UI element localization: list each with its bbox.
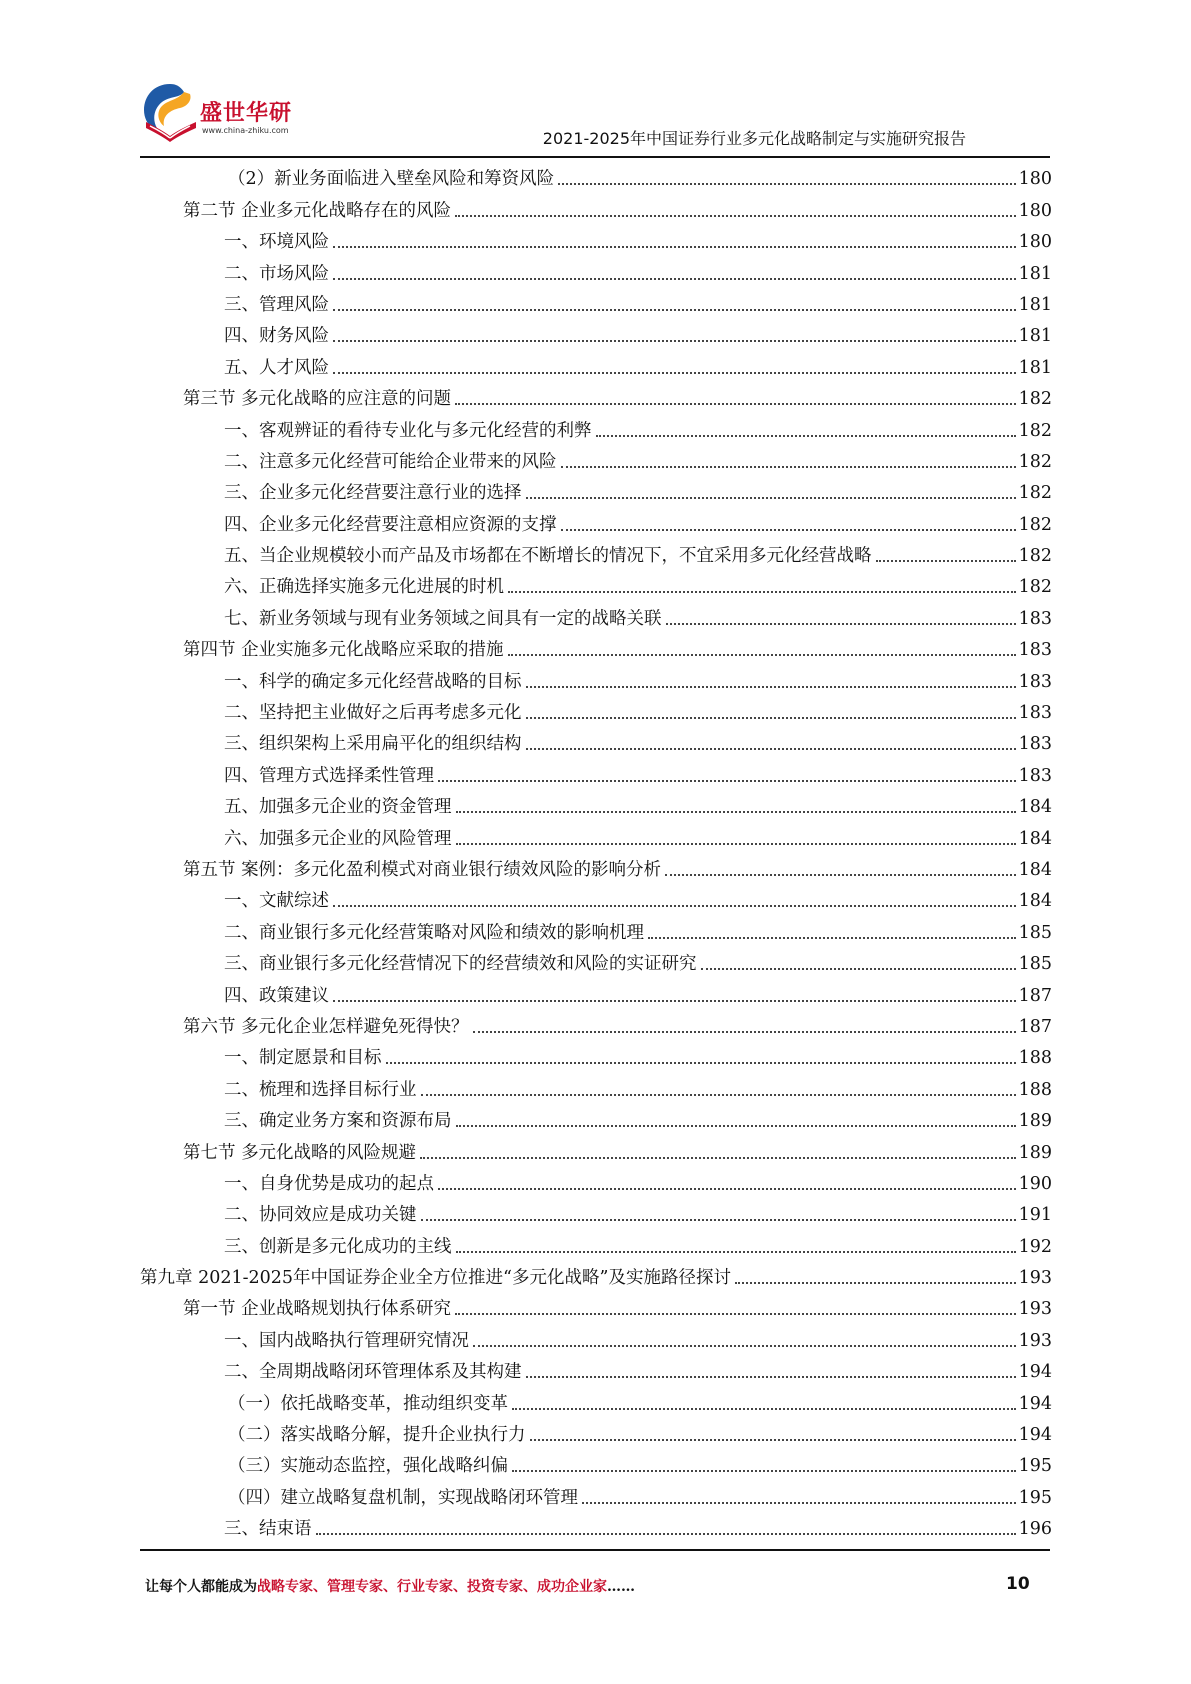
toc-entry[interactable] — [140, 1384, 1052, 1415]
toc-entry-page: 193 — [1018, 1299, 1052, 1320]
toc-entry[interactable] — [140, 725, 1052, 756]
toc-entry-label: 一、国内战略执行管理研究情况 — [224, 1330, 469, 1351]
toc-entry-label: 三、管理风险 — [224, 294, 329, 315]
toc-entry[interactable] — [140, 851, 1052, 882]
toc-entry-label: 七、新业务领域与现有业务领域之间具有一定的战略关联 — [224, 608, 662, 629]
toc-entry-label: 第四节 企业实施多元化战略应采取的措施 — [183, 640, 504, 661]
toc-entry-label: 三、组织架构上采用扁平化的组织结构 — [224, 734, 522, 755]
toc-entry-label: 六、正确选择实施多元化进展的时机 — [224, 577, 504, 598]
toc-entry[interactable] — [140, 1259, 1052, 1290]
toc-entry-page: 196 — [1018, 1519, 1052, 1540]
toc-entry[interactable] — [140, 788, 1052, 819]
toc-leader-dots — [421, 1219, 1016, 1221]
toc-leader-dots — [512, 1408, 1016, 1410]
toc-entry-page: 181 — [1018, 263, 1052, 284]
toc-leader-dots — [561, 529, 1016, 531]
toc-leader-dots — [316, 1533, 1016, 1535]
logo-url: www.china-zhiku.com — [202, 126, 289, 135]
toc-leader-dots — [526, 686, 1016, 688]
toc-entry[interactable] — [140, 1510, 1052, 1541]
toc-entry[interactable] — [140, 662, 1052, 693]
toc-entry[interactable] — [140, 568, 1052, 599]
toc-entry-page: 183 — [1018, 703, 1052, 724]
toc-entry[interactable] — [140, 223, 1052, 254]
toc-entry[interactable] — [140, 1102, 1052, 1133]
toc-leader-dots — [333, 905, 1016, 907]
toc-entry[interactable] — [140, 599, 1052, 630]
toc-entry-page: 187 — [1018, 1016, 1052, 1037]
toc-entry[interactable] — [140, 694, 1052, 725]
toc-entry-page: 184 — [1018, 828, 1052, 849]
toc-leader-dots — [456, 843, 1016, 845]
toc-entry[interactable] — [140, 160, 1052, 191]
toc-entry[interactable] — [140, 913, 1052, 944]
toc-entry-label: 一、客观辨证的看待专业化与多元化经营的利弊 — [224, 420, 592, 441]
toc-entry-page: 194 — [1018, 1393, 1052, 1414]
toc-entry[interactable] — [140, 1165, 1052, 1196]
toc-entry[interactable] — [140, 411, 1052, 442]
toc-entry-page: 182 — [1018, 483, 1052, 504]
toc-entry[interactable] — [140, 882, 1052, 913]
toc-entry[interactable] — [140, 1290, 1052, 1321]
toc-entry-label: 二、全周期战略闭环管理体系及其构建 — [224, 1362, 522, 1383]
header-divider — [140, 156, 1050, 158]
toc-entry-label: 一、自身优势是成功的起点 — [224, 1173, 434, 1194]
toc-entry[interactable] — [140, 1227, 1052, 1258]
toc-leader-dots — [456, 1125, 1016, 1127]
toc-entry[interactable] — [140, 443, 1052, 474]
toc-entry-page: 194 — [1018, 1425, 1052, 1446]
toc-entry-label: 二、协同效应是成功关键 — [224, 1205, 417, 1226]
toc-entry-label: （2）新业务面临进入壁垒风险和筹资风险 — [228, 169, 555, 190]
toc-entry-page: 184 — [1018, 859, 1052, 880]
toc-entry-label: 第三节 多元化战略的应注意的问题 — [183, 389, 452, 410]
toc-entry-label: 五、当企业规模较小而产品及市场都在不断增长的情况下，不宜采用多元化经营战略 — [224, 546, 872, 567]
toc-entry-page: 184 — [1018, 891, 1052, 912]
toc-entry-label: 一、科学的确定多元化经营战略的目标 — [224, 671, 522, 692]
toc-entry-page: 183 — [1018, 671, 1052, 692]
toc-entry-page: 183 — [1018, 640, 1052, 661]
toc-leader-dots — [876, 560, 1016, 562]
toc-entry[interactable] — [140, 1133, 1052, 1164]
toc-entry-label: 三、商业银行多元化经营情况下的经营绩效和风险的实证研究 — [224, 954, 697, 975]
toc-entry[interactable] — [140, 756, 1052, 787]
toc-entry-label: 二、注意多元化经营可能给企业带来的风险 — [224, 451, 557, 472]
toc-entry-page: 182 — [1018, 420, 1052, 441]
toc-entry-label: 第六节 多元化企业怎样避免死得快？ — [183, 1016, 469, 1037]
toc-entry-label: 三、企业多元化经营要注意行业的选择 — [224, 483, 522, 504]
toc-leader-dots — [512, 1470, 1016, 1472]
toc-entry-page: 190 — [1018, 1173, 1052, 1194]
toc-entry-label: （四）建立战略复盘机制，实现战略闭环管理 — [228, 1487, 578, 1508]
toc-leader-dots — [558, 183, 1015, 185]
toc-entry[interactable] — [140, 976, 1052, 1007]
toc-entry-page: 180 — [1018, 232, 1052, 253]
toc-entry[interactable] — [140, 1447, 1052, 1478]
toc-entry-page: 194 — [1018, 1362, 1052, 1383]
toc-entry-page: 181 — [1018, 326, 1052, 347]
toc-entry-page: 195 — [1018, 1456, 1052, 1477]
toc-leader-dots — [526, 748, 1016, 750]
toc-entry-label: 五、人才风险 — [224, 357, 329, 378]
toc-entry-label: 第二节 企业多元化战略存在的风险 — [183, 200, 452, 221]
toc-entry-label: 二、梳理和选择目标行业 — [224, 1079, 417, 1100]
brand-logo — [140, 78, 340, 150]
toc-entry[interactable] — [140, 191, 1052, 222]
toc-entry-label: （三）实施动态监控，强化战略纠偏 — [228, 1456, 508, 1477]
toc-leader-dots — [735, 1282, 1016, 1284]
toc-entry-page: 187 — [1018, 985, 1052, 1006]
toc-entry[interactable] — [140, 474, 1052, 505]
toc-leader-dots — [333, 309, 1016, 311]
toc-entry-label: 四、管理方式选择柔性管理 — [224, 765, 434, 786]
toc-leader-dots — [666, 623, 1016, 625]
footer-slogan-highlight: 战略专家、管理专家、行业专家、投资专家、成功企业家 — [257, 1579, 607, 1595]
toc-entry-page: 185 — [1018, 922, 1052, 943]
toc-entry-label: 一、文献综述 — [224, 891, 329, 912]
toc-entry-page: 185 — [1018, 954, 1052, 975]
toc-leader-dots — [456, 1251, 1016, 1253]
toc-entry[interactable] — [140, 1070, 1052, 1101]
toc-entry-page: 188 — [1018, 1079, 1052, 1100]
toc-entry-page: 192 — [1018, 1236, 1052, 1257]
toc-entry[interactable] — [140, 317, 1052, 348]
toc-entry[interactable] — [140, 1416, 1052, 1447]
toc-leader-dots — [333, 372, 1016, 374]
toc-leader-dots — [420, 1157, 1016, 1159]
toc-leader-dots — [455, 1313, 1016, 1315]
toc-entry-page: 195 — [1018, 1487, 1052, 1508]
toc-entry[interactable] — [140, 945, 1052, 976]
table-of-contents — [140, 160, 1052, 1541]
toc-leader-dots — [526, 497, 1016, 499]
toc-leader-dots — [455, 403, 1016, 405]
toc-leader-dots — [386, 1062, 1016, 1064]
toc-entry-page: 193 — [1018, 1268, 1052, 1289]
toc-leader-dots — [473, 1345, 1016, 1347]
toc-entry-label: （一）依托战略变革，推动组织变革 — [228, 1393, 508, 1414]
toc-leader-dots — [582, 1502, 1016, 1504]
toc-entry[interactable] — [140, 254, 1052, 285]
toc-leader-dots — [508, 591, 1016, 593]
toc-entry-page: 188 — [1018, 1048, 1052, 1069]
toc-entry[interactable] — [140, 819, 1052, 850]
toc-entry[interactable] — [140, 1008, 1052, 1039]
toc-leader-dots — [455, 215, 1016, 217]
document-title: 2021-2025年中国证券行业多元化战略制定与实施研究报告 — [542, 129, 966, 148]
footer-slogan — [145, 1576, 635, 1596]
toc-entry-page: 181 — [1018, 294, 1052, 315]
page-number: 10 — [1006, 1574, 1030, 1594]
toc-entry-page: 180 — [1018, 169, 1052, 190]
toc-entry-page: 182 — [1018, 389, 1052, 410]
toc-leader-dots — [701, 968, 1016, 970]
toc-entry[interactable] — [140, 1321, 1052, 1352]
toc-leader-dots — [665, 874, 1016, 876]
toc-entry[interactable] — [140, 631, 1052, 662]
toc-entry[interactable] — [140, 1353, 1052, 1384]
toc-entry[interactable] — [140, 380, 1052, 411]
toc-leader-dots — [561, 466, 1016, 468]
toc-entry-label: 二、市场风险 — [224, 263, 329, 284]
toc-entry-label: 第一节 企业战略规划执行体系研究 — [183, 1299, 452, 1320]
toc-entry-label: 第七节 多元化战略的风险规避 — [183, 1142, 417, 1163]
logo-text: 盛世华研 — [200, 101, 293, 126]
toc-entry-page: 183 — [1018, 734, 1052, 755]
toc-leader-dots — [333, 278, 1016, 280]
toc-leader-dots — [648, 937, 1016, 939]
toc-leader-dots — [508, 654, 1016, 656]
toc-entry[interactable] — [140, 286, 1052, 317]
toc-leader-dots — [438, 1188, 1016, 1190]
toc-entry-label: 四、政策建议 — [224, 985, 329, 1006]
toc-leader-dots — [473, 1031, 1016, 1033]
toc-entry-page: 182 — [1018, 451, 1052, 472]
toc-entry-page: 182 — [1018, 514, 1052, 535]
toc-entry[interactable] — [140, 505, 1052, 536]
toc-entry[interactable] — [140, 1196, 1052, 1227]
toc-entry-page: 189 — [1018, 1142, 1052, 1163]
toc-entry-page: 180 — [1018, 200, 1052, 221]
toc-entry-page: 193 — [1018, 1330, 1052, 1351]
toc-leader-dots — [333, 340, 1016, 342]
footer-slogan-suffix: …… — [607, 1579, 635, 1595]
toc-leader-dots — [526, 1376, 1016, 1378]
toc-leader-dots — [438, 780, 1016, 782]
toc-entry-page: 184 — [1018, 797, 1052, 818]
toc-leader-dots — [596, 435, 1016, 437]
toc-entry-label: 三、结束语 — [224, 1519, 312, 1540]
toc-leader-dots — [456, 811, 1016, 813]
toc-entry-label: 四、财务风险 — [224, 326, 329, 347]
toc-entry-label: 三、确定业务方案和资源布局 — [224, 1111, 452, 1132]
toc-entry[interactable] — [140, 537, 1052, 568]
toc-entry-page: 182 — [1018, 577, 1052, 598]
footer-slogan-prefix: 让每个人都能成为 — [145, 1579, 257, 1595]
toc-leader-dots — [333, 246, 1016, 248]
toc-leader-dots — [526, 717, 1016, 719]
toc-entry-label: 第九章 2021-2025年中国证券企业全方位推进“多元化战略”及实施路径探讨 — [140, 1268, 731, 1289]
toc-entry-label: 一、制定愿景和目标 — [224, 1048, 382, 1069]
toc-entry-label: （二）落实战略分解，提升企业执行力 — [228, 1425, 526, 1446]
toc-entry-label: 三、创新是多元化成功的主线 — [224, 1236, 452, 1257]
toc-leader-dots — [530, 1439, 1016, 1441]
toc-entry-page: 181 — [1018, 357, 1052, 378]
toc-leader-dots — [333, 1000, 1016, 1002]
toc-entry-page: 183 — [1018, 608, 1052, 629]
toc-entry-label: 四、企业多元化经营要注意相应资源的支撑 — [224, 514, 557, 535]
toc-entry-label: 第五节 案例：多元化盈利模式对商业银行绩效风险的影响分析 — [183, 859, 662, 880]
toc-entry-label: 二、坚持把主业做好之后再考虑多元化 — [224, 703, 522, 724]
toc-entry[interactable] — [140, 348, 1052, 379]
toc-entry-label: 二、商业银行多元化经营策略对风险和绩效的影响机理 — [224, 922, 644, 943]
toc-entry[interactable] — [140, 1478, 1052, 1509]
toc-entry-label: 一、环境风险 — [224, 232, 329, 253]
footer-divider — [140, 1549, 1050, 1551]
toc-entry-label: 六、加强多元企业的风险管理 — [224, 828, 452, 849]
toc-entry-label: 五、加强多元企业的资金管理 — [224, 797, 452, 818]
toc-entry-page: 183 — [1018, 765, 1052, 786]
logo-book-icon — [140, 78, 202, 146]
toc-leader-dots — [421, 1094, 1016, 1096]
toc-entry[interactable] — [140, 1039, 1052, 1070]
toc-entry-page: 191 — [1018, 1205, 1052, 1226]
toc-entry-page: 182 — [1018, 546, 1052, 567]
toc-entry-page: 189 — [1018, 1111, 1052, 1132]
